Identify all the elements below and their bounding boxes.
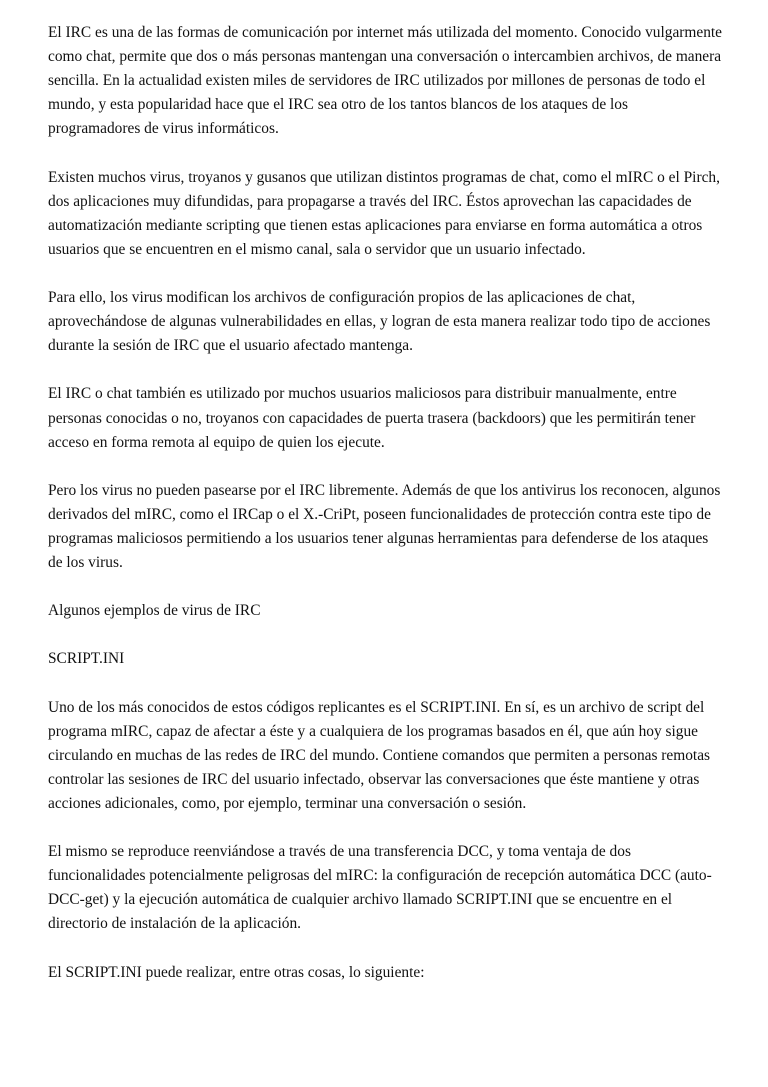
paragraph-irc-intro: El IRC es una de las formas de comunicación por internet más utilizada del momento. Conocido vulgarmente como chat, permite que dos o más personas mantengan una conversación o intercambien archivos, de manera sencilla. En la actualidad existen miles de servidores de IRC utilizados por millones de personas de todo el mundo, y esta popularidad hace que el IRC sea otro de los tantos blancos de los ataques de los programadores de virus informáticos. [48, 24, 723, 138]
paragraph-examples-heading: Algunos ejemplos de virus de IRC [48, 602, 261, 620]
paragraph-chat-viruses: Existen muchos virus, troyanos y gusanos que utilizan distintos programas de chat, como el mIRC o el Pirch, dos aplicaciones muy difundidas, para propagarse a través del IRC. Éstos aprovechan las capacidades de automatización mediante scripting que tienen estas aplicaciones para enviarse en forma automática a otros usuarios que se encuentren en el mismo canal, sala o servidor que un usuario infectado. [48, 168, 720, 258]
paragraph-protection: Pero los virus no pueden pasearse por el IRC libremente. Además de que los antivirus los reconocen, algunos derivados del mIRC, como el IRCap o el X.-CriPt, poseen funcionalidades de protección contra este tipo de programas maliciosos permitiendo a los usuarios tener algunas herramientas para defenderse de los ataques de los virus. [48, 481, 721, 572]
paragraph-backdoors: El IRC o chat también es utilizado por muchos usuarios maliciosos para distribuir manualmente, entre personas conocidas o no, troyanos con capacidades de puerta trasera (backdoors) que les permitirán tener acceso en forma remota al equipo de quien los ejecute. [48, 385, 696, 451]
document-page [48, 21, 724, 1009]
paragraph-script-ini-description: Uno de los más conocidos de estos códigos replicantes es el SCRIPT.INI. En sí, es un archivo de script del programa mIRC, capaz de afectar a éste y a cualquiera de los programas basados en él, que aún hoy sigue circulando en muchas de las redes de IRC del mundo. Contiene comandos que permiten a personas remotas controlar las sesiones de IRC del usuario infectado, observar las conversaciones que éste mantiene y otras acciones adicionales, como, por ejemplo, terminar una conversación o sesión. [48, 698, 711, 812]
paragraph-config-files: Para ello, los virus modifican los archivos de configuración propios de las aplicaciones de chat, aprovechándose de algunas vulnerabilidades en ellas, y logran de esta manera realizar todo tipo de acciones durante la sesión de IRC que el usuario afectado mantenga. [48, 289, 711, 355]
paragraph-script-ini-heading: SCRIPT.INI [48, 650, 125, 668]
paragraph-dcc-transfer: El mismo se reproduce reenviándose a través de una transferencia DCC, y toma ventaja de dos funcionalidades potencialmente peligrosas del mIRC: la configuración de recepción automática DCC (auto-DCC-get) y la ejecución automática de cualquier archivo llamado SCRIPT.INI que se encuentre en el directorio de instalación de la aplicación. [48, 843, 712, 933]
paragraph-capabilities-intro: El SCRIPT.INI puede realizar, entre otras cosas, lo siguiente: [48, 963, 425, 981]
